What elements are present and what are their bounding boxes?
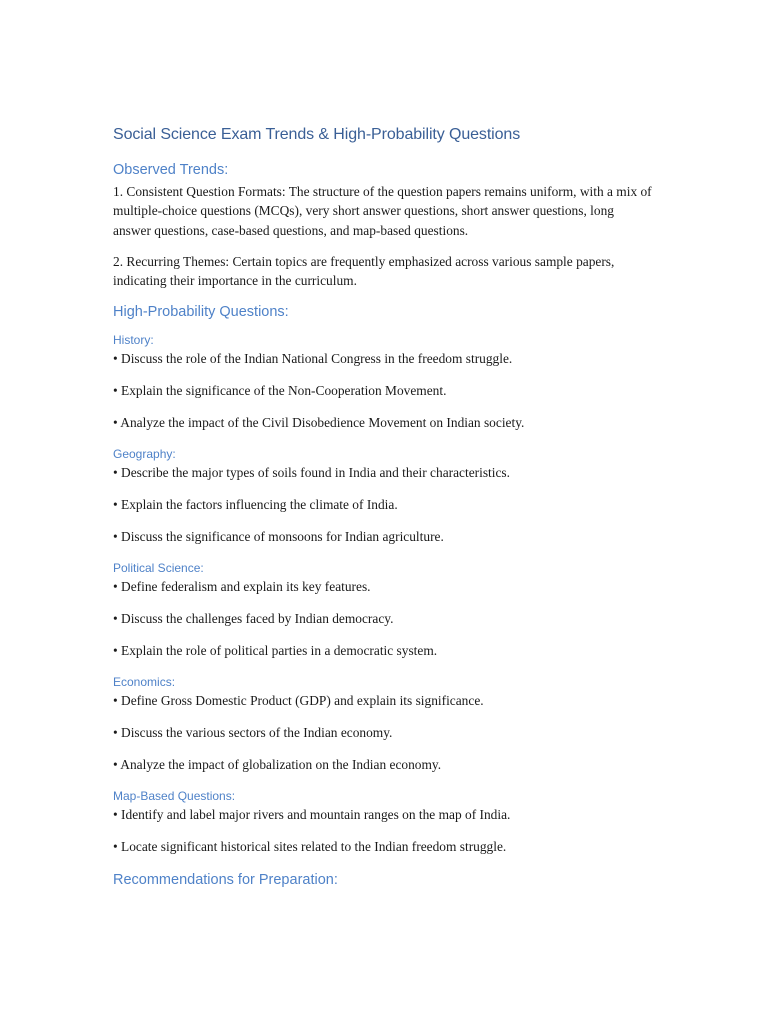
section-political-science: [113, 560, 655, 660]
high-probability-heading: High-Probability Questions:: [113, 304, 289, 321]
section-map-based: [113, 788, 655, 856]
list-item: • Define federalism and explain its key features.: [113, 579, 371, 595]
list-item: • Discuss the role of the Indian National Congress in the freedom struggle.: [113, 351, 513, 367]
list-item: • Discuss the various sectors of the Indian economy.: [113, 725, 393, 741]
list-item: • Discuss the challenges faced by Indian democracy.: [113, 611, 394, 627]
trend-paragraph-1: 1. Consistent Question Formats: The structure of the question papers remains uniform, with a mix of multiple-choice questions (MCQs), very short answer questions, short answer questions, long answer questions, case-based questions, and map-based questions.: [113, 184, 652, 238]
document-title: Social Science Exam Trends & High-Probability Questions: [113, 126, 521, 143]
section-economics: [113, 674, 655, 774]
list-item: • Analyze the impact of the Civil Disobedience Movement on Indian society.: [113, 415, 525, 431]
section-geography: [113, 446, 655, 546]
list-item: • Explain the significance of the Non-Cooperation Movement.: [113, 383, 447, 399]
list-item: • Explain the role of political parties in a democratic system.: [113, 643, 438, 659]
section-heading-political-science: Political Science:: [113, 561, 204, 576]
section-heading-map-based: Map-Based Questions:: [113, 789, 236, 804]
list-item: • Analyze the impact of globalization on the Indian economy.: [113, 757, 442, 773]
list-item: • Identify and label major rivers and mountain ranges on the map of India.: [113, 807, 511, 823]
section-heading-economics: Economics:: [113, 675, 176, 690]
list-item: • Describe the major types of soils found in India and their characteristics.: [113, 465, 510, 481]
list-item: • Explain the factors influencing the climate of India.: [113, 497, 398, 513]
section-heading-history: History:: [113, 333, 154, 348]
section-heading-geography: Geography:: [113, 447, 176, 462]
list-item: • Define Gross Domestic Product (GDP) and explain its significance.: [113, 693, 484, 709]
observed-trends-heading: Observed Trends:: [113, 162, 229, 178]
section-history: [113, 332, 655, 432]
list-item: • Discuss the significance of monsoons for Indian agriculture.: [113, 529, 444, 545]
list-item: • Locate significant historical sites related to the Indian freedom struggle.: [113, 839, 507, 855]
recommendations-heading: Recommendations for Preparation:: [113, 872, 338, 889]
trend-paragraph-2: 2. Recurring Themes: Certain topics are frequently emphasized across various sample papers, indicating their importance in the curriculum.: [113, 253, 615, 289]
